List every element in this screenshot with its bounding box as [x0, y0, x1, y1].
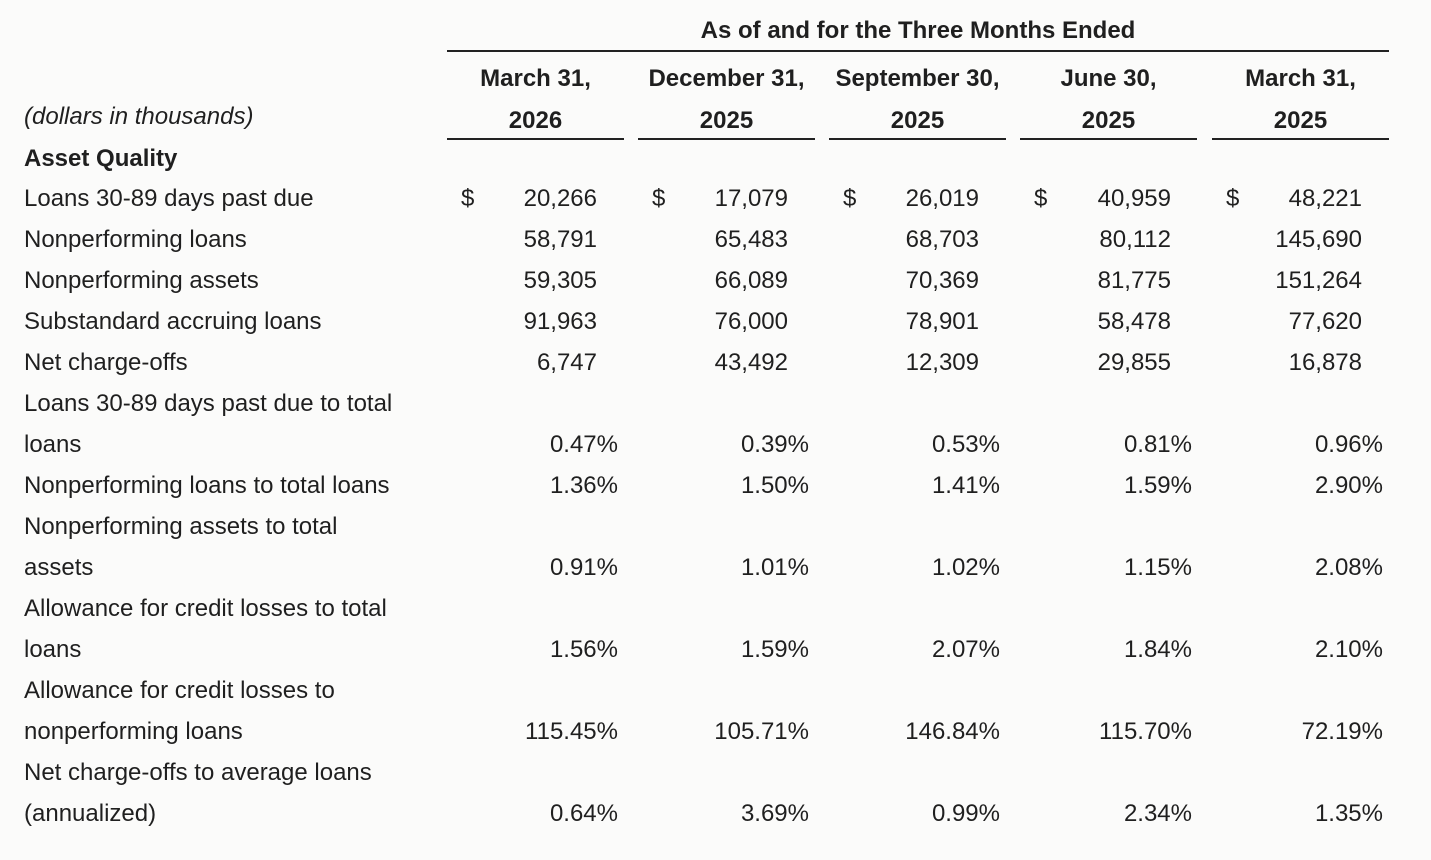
table-cell: 2.07%: [931, 636, 1000, 663]
table-row: [0, 383, 1431, 465]
row-label-continued: loans: [24, 431, 82, 458]
row-label: Net charge-offs to average loans: [24, 759, 372, 786]
column-header-jun-2025: [1020, 58, 1197, 140]
table-cell: 48,221: [1288, 185, 1362, 212]
table-cell: 26,019: [905, 185, 979, 212]
column-header-line2: 2025: [890, 107, 945, 134]
table-cell: 1.59%: [1123, 472, 1192, 499]
table-cell: 12,309: [905, 349, 979, 376]
table-cell: 1.84%: [1123, 636, 1192, 663]
table-cell: 91,963: [523, 308, 597, 335]
currency-symbol: $: [1034, 185, 1048, 212]
table-row: [0, 506, 1431, 588]
table-cell: 77,620: [1288, 308, 1362, 335]
table-cell: 29,855: [1097, 349, 1171, 376]
row-label: Substandard accruing loans: [24, 308, 322, 335]
row-label: Nonperforming assets: [24, 267, 259, 294]
currency-symbol: $: [461, 185, 475, 212]
table-cell: 0.91%: [549, 554, 618, 581]
table-cell: 2.90%: [1314, 472, 1383, 499]
table-cell: 58,478: [1097, 308, 1171, 335]
table-cell: 0.99%: [931, 800, 1000, 827]
column-header-dec-2025: [638, 58, 815, 140]
table-cell: 1.35%: [1314, 800, 1383, 827]
table-row: [0, 670, 1431, 752]
units-note: (dollars in thousands): [24, 103, 254, 130]
table-cell: 40,959: [1097, 185, 1171, 212]
group-title: As of and for the Three Months Ended: [700, 17, 1136, 44]
table-cell: 2.34%: [1123, 800, 1192, 827]
table-cell: 43,492: [714, 349, 788, 376]
column-header-mar-2025: [1212, 58, 1389, 140]
currency-symbol: $: [1226, 185, 1240, 212]
table-row: [0, 178, 1431, 219]
section-title: Asset Quality: [24, 145, 178, 172]
column-header-line2: 2026: [508, 107, 563, 134]
column-header-line2: 2025: [699, 107, 754, 134]
table-cell: 81,775: [1097, 267, 1171, 294]
column-header-sep-2025: [829, 58, 1006, 140]
table-row: [0, 301, 1431, 342]
table-cell: 115.70%: [1099, 718, 1192, 745]
row-label: Allowance for credit losses to: [24, 677, 335, 704]
table-cell: 16,878: [1288, 349, 1362, 376]
table-cell: 78,901: [905, 308, 979, 335]
table-cell: 151,264: [1275, 267, 1362, 294]
column-header-line2: 2025: [1273, 107, 1328, 134]
table-cell: 1.36%: [549, 472, 618, 499]
table-cell: 76,000: [714, 308, 788, 335]
row-label: Net charge-offs: [24, 349, 188, 376]
table-cell: 2.10%: [1314, 636, 1383, 663]
table-cell: 70,369: [905, 267, 979, 294]
table-cell: 1.41%: [931, 472, 1000, 499]
currency-symbol: $: [652, 185, 666, 212]
table-cell: 58,791: [523, 226, 597, 253]
row-label: Allowance for credit losses to total: [24, 595, 387, 622]
table-cell: 66,089: [714, 267, 788, 294]
table-row: [0, 588, 1431, 670]
table-row: [0, 219, 1431, 260]
table-cell: 59,305: [523, 267, 597, 294]
column-header-line1: December 31,: [648, 65, 805, 92]
column-header-line2: 2025: [1081, 107, 1136, 134]
column-header-line1: March 31,: [480, 65, 591, 92]
table-cell: 0.96%: [1314, 431, 1383, 458]
table-cell: 1.59%: [740, 636, 809, 663]
table-row: [0, 260, 1431, 301]
table-cell: 1.56%: [549, 636, 618, 663]
column-header-line1: September 30,: [835, 65, 1000, 92]
table-cell: 105.71%: [714, 718, 809, 745]
table-cell: 1.02%: [931, 554, 1000, 581]
column-header-line1: June 30,: [1060, 65, 1157, 92]
row-label: Loans 30-89 days past due: [24, 185, 314, 212]
table-cell: 17,079: [714, 185, 788, 212]
column-header-line1: March 31,: [1245, 65, 1356, 92]
column-header-mar-2026: [447, 58, 624, 140]
table-cell: 80,112: [1099, 226, 1171, 253]
row-label: Nonperforming assets to total: [24, 513, 338, 540]
table-cell: 3.69%: [740, 800, 809, 827]
group-title-rule: [447, 50, 1389, 52]
table-cell: 2.08%: [1314, 554, 1383, 581]
table-cell: 1.15%: [1123, 554, 1192, 581]
row-label-continued: (annualized): [24, 800, 157, 827]
table-cell: 1.01%: [740, 554, 809, 581]
table-cell: 72.19%: [1301, 718, 1383, 745]
row-label-continued: assets: [24, 554, 94, 581]
row-label: Loans 30-89 days past due to total: [24, 390, 393, 417]
table-cell: 1.50%: [740, 472, 809, 499]
row-label: Nonperforming loans: [24, 226, 247, 253]
table-cell: 0.47%: [549, 431, 618, 458]
table-cell: 0.53%: [931, 431, 1000, 458]
table-cell: 0.39%: [740, 431, 809, 458]
table-cell: 145,690: [1275, 226, 1362, 253]
table-cell: 146.84%: [905, 718, 1000, 745]
table-cell: 115.45%: [525, 718, 618, 745]
table-cell: 68,703: [905, 226, 979, 253]
row-label: Nonperforming loans to total loans: [24, 472, 390, 499]
table-row: [0, 752, 1431, 834]
table-cell: 0.81%: [1123, 431, 1192, 458]
currency-symbol: $: [843, 185, 857, 212]
table-row: [0, 465, 1431, 506]
row-label-continued: loans: [24, 636, 82, 663]
table-row: [0, 342, 1431, 383]
table-cell: 65,483: [714, 226, 788, 253]
row-label-continued: nonperforming loans: [24, 718, 243, 745]
table-cell: 0.64%: [549, 800, 618, 827]
table-cell: 6,747: [536, 349, 597, 376]
table-cell: 20,266: [523, 185, 597, 212]
